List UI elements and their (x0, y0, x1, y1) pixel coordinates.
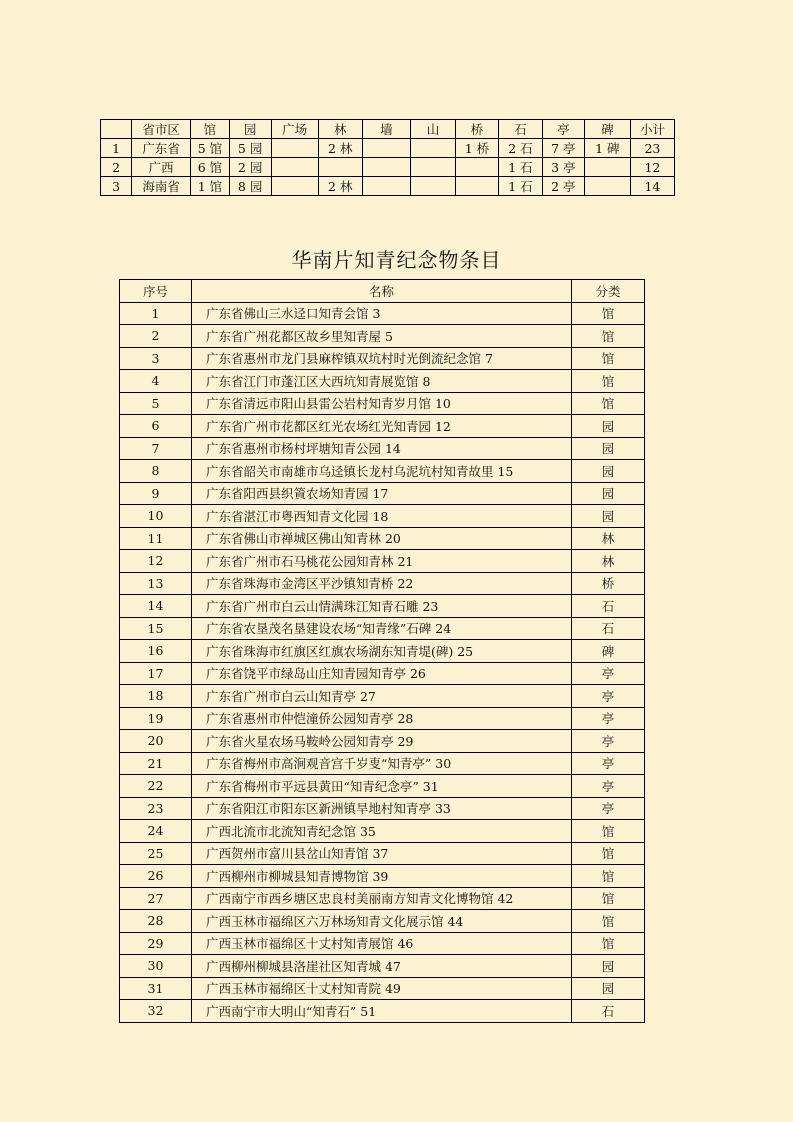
row-name: 广东省广州市白云山知青亭 27 (192, 685, 572, 708)
table-row (120, 460, 645, 483)
row-name: 广东省阳江市阳东区新洲镇旱地村知青亭 33 (192, 797, 572, 820)
row-category: 园 (572, 437, 645, 460)
summary-cell: 2 亭 (542, 177, 584, 196)
row-name: 广东省广州市花都区红光农场红光知青园 12 (192, 415, 572, 438)
row-index: 25 (120, 842, 192, 865)
row-category: 石 (572, 617, 645, 640)
row-name: 广东省火星农场马鞍岭公园知青亭 29 (192, 730, 572, 753)
table-row (120, 482, 645, 505)
table-row (120, 730, 645, 753)
table-row (120, 910, 645, 933)
row-name: 广东省广州花都区故乡里知青屋 5 (192, 325, 572, 348)
table-row (120, 662, 645, 685)
summary-cell (271, 158, 318, 177)
summary-cell (362, 139, 410, 158)
row-name: 广东省农垦茂名垦建设农场“知青缘”石碑 24 (192, 617, 572, 640)
summary-header-cell: 桥 (456, 120, 499, 139)
summary-cell: 1 石 (498, 158, 542, 177)
row-index: 5 (120, 392, 192, 415)
row-category: 馆 (572, 370, 645, 393)
summary-cell: 6 馆 (191, 158, 230, 177)
row-index: 14 (120, 595, 192, 618)
summary-cell: 5 园 (229, 139, 271, 158)
summary-header-cell: 石 (498, 120, 542, 139)
summary-cell: 2 园 (229, 158, 271, 177)
summary-header-cell: 山 (411, 120, 456, 139)
row-category: 石 (572, 1000, 645, 1023)
summary-cell: 2 石 (498, 139, 542, 158)
row-name: 广东省珠海市金湾区平沙镇知青桥 22 (192, 572, 572, 595)
row-category: 园 (572, 505, 645, 528)
header-index: 序号 (120, 280, 192, 303)
summary-cell: 广西 (132, 158, 191, 177)
row-name: 广东省湛江市粤西知青文化园 18 (192, 505, 572, 528)
table-row (120, 977, 645, 1000)
summary-header-cell: 碑 (584, 120, 630, 139)
row-index: 13 (120, 572, 192, 595)
row-category: 馆 (572, 865, 645, 888)
row-name: 广西玉林市福绵区十丈村知青院 49 (192, 977, 572, 1000)
row-category: 馆 (572, 842, 645, 865)
memorial-list-table (119, 279, 645, 1023)
table-row (120, 617, 645, 640)
row-category: 馆 (572, 302, 645, 325)
row-index: 1 (120, 302, 192, 325)
summary-cell (271, 177, 318, 196)
row-name: 广东省韶关市南雄市乌迳镇长龙村乌泥坑村知青故里 15 (192, 460, 572, 483)
table-row (120, 302, 645, 325)
header-name: 名称 (192, 280, 572, 303)
summary-header-cell: 小计 (630, 120, 674, 139)
row-category: 亭 (572, 685, 645, 708)
row-index: 10 (120, 505, 192, 528)
summary-header-cell: 墙 (362, 120, 410, 139)
row-name: 广东省江门市蓬江区大西坑知青展览馆 8 (192, 370, 572, 393)
summary-header-cell: 广场 (271, 120, 318, 139)
table-row (120, 550, 645, 573)
row-category: 馆 (572, 910, 645, 933)
summary-cell: 1 石 (498, 177, 542, 196)
row-category: 馆 (572, 820, 645, 843)
row-index: 32 (120, 1000, 192, 1023)
summary-cell: 1 (101, 139, 132, 158)
row-index: 9 (120, 482, 192, 505)
row-name: 广西柳州市柳城县知青博物馆 39 (192, 865, 572, 888)
table-row (120, 325, 645, 348)
table-row (120, 505, 645, 528)
summary-cell (584, 158, 630, 177)
row-name: 广西玉林市福绵区六万林场知青文化展示馆 44 (192, 910, 572, 933)
row-name: 广东省佛山市禅城区佛山知青林 20 (192, 527, 572, 550)
row-category: 园 (572, 955, 645, 978)
table-row (120, 775, 645, 798)
summary-cell: 广东省 (132, 139, 191, 158)
row-index: 18 (120, 685, 192, 708)
row-category: 亭 (572, 707, 645, 730)
row-category: 园 (572, 977, 645, 1000)
row-category: 馆 (572, 887, 645, 910)
summary-row (101, 158, 675, 177)
summary-cell: 2 林 (318, 177, 362, 196)
row-category: 林 (572, 527, 645, 550)
row-category: 石 (572, 595, 645, 618)
summary-header (101, 120, 675, 139)
row-index: 7 (120, 437, 192, 460)
summary-cell: 1 碑 (584, 139, 630, 158)
row-name: 广东省清远市阳山县雷公岩村知青岁月馆 10 (192, 392, 572, 415)
summary-cell (456, 158, 499, 177)
summary-cell: 8 园 (229, 177, 271, 196)
summary-cell: 5 馆 (191, 139, 230, 158)
row-index: 27 (120, 887, 192, 910)
row-name: 广东省梅州市平远县黄田“知青纪念亭” 31 (192, 775, 572, 798)
row-index: 26 (120, 865, 192, 888)
row-category: 馆 (572, 932, 645, 955)
summary-table (100, 119, 675, 196)
summary-header-cell: 亭 (542, 120, 584, 139)
summary-cell (411, 177, 456, 196)
summary-row (101, 139, 675, 158)
table-row (120, 640, 645, 663)
row-index: 20 (120, 730, 192, 753)
row-index: 15 (120, 617, 192, 640)
row-category: 亭 (572, 797, 645, 820)
summary-cell: 7 亭 (542, 139, 584, 158)
summary-cell: 1 桥 (456, 139, 499, 158)
table-row (120, 347, 645, 370)
row-name: 广西北流市北流知青纪念馆 35 (192, 820, 572, 843)
table-row (120, 820, 645, 843)
summary-row (101, 177, 675, 196)
summary-cell (318, 158, 362, 177)
row-category: 亭 (572, 752, 645, 775)
row-category: 园 (572, 460, 645, 483)
row-index: 3 (120, 347, 192, 370)
summary-cell (411, 158, 456, 177)
table-row (120, 415, 645, 438)
row-index: 19 (120, 707, 192, 730)
summary-header-cell (101, 120, 132, 139)
row-category: 园 (572, 482, 645, 505)
table-row (120, 1000, 645, 1023)
row-name: 广东省饶平市绿岛山庄知青园知青亭 26 (192, 662, 572, 685)
table-row (120, 527, 645, 550)
row-index: 29 (120, 932, 192, 955)
row-category: 馆 (572, 392, 645, 415)
table-row (120, 797, 645, 820)
row-name: 广东省佛山三水迳口知青会馆 3 (192, 302, 572, 325)
table-row (120, 887, 645, 910)
summary-cell (271, 139, 318, 158)
row-index: 31 (120, 977, 192, 1000)
table-row (120, 685, 645, 708)
summary-cell: 3 (101, 177, 132, 196)
summary-header-cell: 林 (318, 120, 362, 139)
row-index: 21 (120, 752, 192, 775)
summary-cell: 3 亭 (542, 158, 584, 177)
row-name: 广东省惠州市仲恺潼侨公园知青亭 28 (192, 707, 572, 730)
row-name: 广西玉林市福绵区十丈村知青展馆 46 (192, 932, 572, 955)
summary-cell: 23 (630, 139, 674, 158)
summary-cell (456, 177, 499, 196)
row-category: 园 (572, 415, 645, 438)
row-index: 23 (120, 797, 192, 820)
row-category: 馆 (572, 325, 645, 348)
table-row (120, 572, 645, 595)
page-title: 华南片知青纪念物条目 (291, 248, 502, 272)
summary-header-cell: 园 (229, 120, 271, 139)
table-row (120, 752, 645, 775)
summary-cell: 12 (630, 158, 674, 177)
row-name: 广西贺州市富川县岔山知青馆 37 (192, 842, 572, 865)
row-index: 11 (120, 527, 192, 550)
row-category: 林 (572, 550, 645, 573)
row-name: 广西南宁市大明山“知青石” 51 (192, 1000, 572, 1023)
row-name: 广东省惠州市杨村坪塘知青公园 14 (192, 437, 572, 460)
table-row (120, 707, 645, 730)
row-name: 广东省梅州市高涧观音宫千岁叓“知青亭” 30 (192, 752, 572, 775)
summary-cell: 1 馆 (191, 177, 230, 196)
row-name: 广东省广州市白云山情满珠江知青石雕 23 (192, 595, 572, 618)
row-index: 4 (120, 370, 192, 393)
summary-cell (584, 177, 630, 196)
row-name: 广东省珠海市红旗区红旗农场湖东知青堤(碑) 25 (192, 640, 572, 663)
table-row (120, 370, 645, 393)
row-category: 馆 (572, 347, 645, 370)
row-name: 广东省阳西县织篢农场知青园 17 (192, 482, 572, 505)
table-row (120, 842, 645, 865)
row-index: 8 (120, 460, 192, 483)
row-index: 17 (120, 662, 192, 685)
row-index: 16 (120, 640, 192, 663)
row-index: 2 (120, 325, 192, 348)
summary-cell: 海南省 (132, 177, 191, 196)
summary-cell (362, 177, 410, 196)
summary-cell: 2 林 (318, 139, 362, 158)
table-row (120, 955, 645, 978)
row-name: 广西南宁市西乡塘区忠良村美丽南方知青文化博物馆 42 (192, 887, 572, 910)
row-category: 亭 (572, 775, 645, 798)
row-category: 亭 (572, 730, 645, 753)
row-category: 碑 (572, 640, 645, 663)
table-row (120, 392, 645, 415)
summary-header-cell: 馆 (191, 120, 230, 139)
table-row (120, 595, 645, 618)
row-category: 桥 (572, 572, 645, 595)
table-row (120, 437, 645, 460)
summary-cell: 2 (101, 158, 132, 177)
header-category: 分类 (572, 280, 645, 303)
memorial-list-header (120, 280, 645, 303)
row-name: 广东省广州市石马桃花公园知青林 21 (192, 550, 572, 573)
row-index: 30 (120, 955, 192, 978)
row-name: 广西柳州柳城县洛崖社区知青城 47 (192, 955, 572, 978)
table-row (120, 932, 645, 955)
row-index: 24 (120, 820, 192, 843)
summary-cell (411, 139, 456, 158)
row-index: 6 (120, 415, 192, 438)
row-index: 12 (120, 550, 192, 573)
row-index: 22 (120, 775, 192, 798)
summary-header-cell: 省市区 (132, 120, 191, 139)
summary-cell (362, 158, 410, 177)
row-index: 28 (120, 910, 192, 933)
summary-cell: 14 (630, 177, 674, 196)
row-name: 广东省惠州市龙门县麻榨镇双坑村时光倒流纪念馆 7 (192, 347, 572, 370)
table-row (120, 865, 645, 888)
row-category: 亭 (572, 662, 645, 685)
